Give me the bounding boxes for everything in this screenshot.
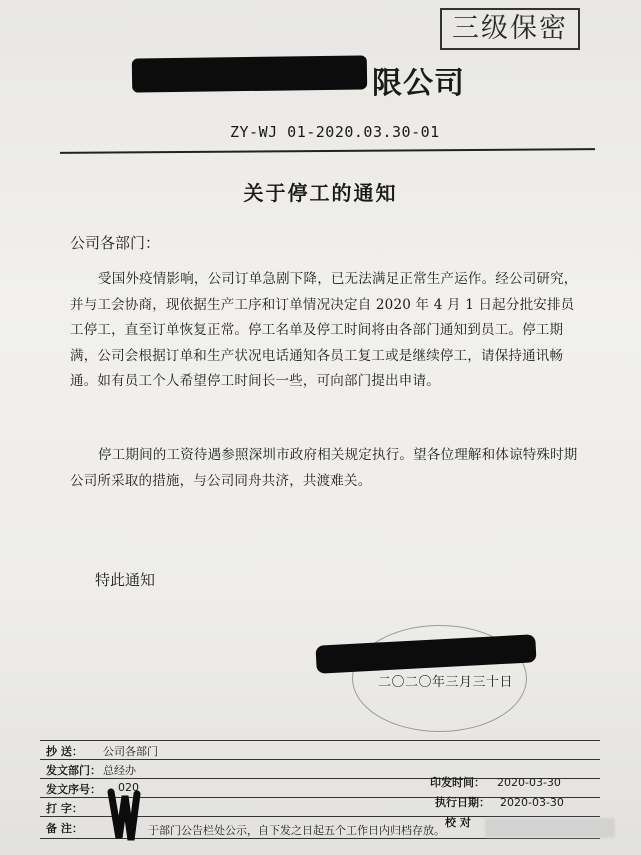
header-rule — [60, 148, 595, 154]
meta-rule — [40, 759, 600, 760]
document-number: ZY-WJ 01-2020.03.30-01 — [230, 123, 440, 141]
typist-label: 打 字： — [46, 802, 83, 815]
salutation: 公司各部门： — [70, 234, 161, 252]
redaction-scribble — [105, 786, 143, 844]
serial-label: 发文序号： — [46, 783, 101, 796]
redaction-company-name — [132, 55, 367, 92]
issuer-value: 总经办 — [103, 764, 136, 777]
notice-title: 关于停工的通知 — [243, 181, 398, 205]
watermark-blur — [485, 818, 615, 838]
company-name-visible: 限公司 — [372, 66, 465, 101]
meta-rule — [40, 740, 600, 741]
body-paragraph-2: 停工期间的工资待遇参照深圳市政府相关规定执行。望各位理解和体谅特殊时期公司所采取的措施，与公司同舟共济，共渡难关。 — [70, 447, 578, 489]
exec-date-value: 2020-03-30 — [500, 796, 564, 809]
body-paragraph-1: 受国外疫情影响，公司订单急剧下降，已无法满足正常生产运作。经公司研究，并与工会协商，现依据生产工序和订单情况决定自 2020 年 4 月 1 日起分批安排员工停工，直至订单恢复正常。停工名单及停工时间将由各部门通知到员工。停工期满，公司会根据订单和生产状况电话通知各员工复工或是继续停工，请保持通讯畅通。如有员工个人希望停工时间长一些，可向部门提出申请。 — [70, 271, 578, 390]
closing-phrase: 特此通知 — [95, 571, 156, 589]
signing-date: 二〇二〇年三月三十日 — [378, 675, 514, 690]
confidentiality-stamp: 三级保密 — [440, 8, 580, 50]
proof-label: 校 对 — [445, 816, 471, 829]
issue-time-value: 2020-03-30 — [497, 776, 561, 789]
copy-to-value: 公司各部门 — [103, 745, 158, 758]
issuer-label: 发文部门： — [46, 764, 101, 777]
issue-time-label: 印发时间： — [430, 776, 485, 789]
remarks-label: 备 注： — [46, 822, 83, 835]
copy-to-label: 抄 送： — [46, 745, 83, 758]
remarks-value: 于部门公告栏处公示，自下发之日起五个工作日内归档存放。 — [148, 824, 445, 837]
exec-date-label: 执行日期： — [435, 796, 490, 809]
serial-value: 020 — [118, 781, 139, 794]
